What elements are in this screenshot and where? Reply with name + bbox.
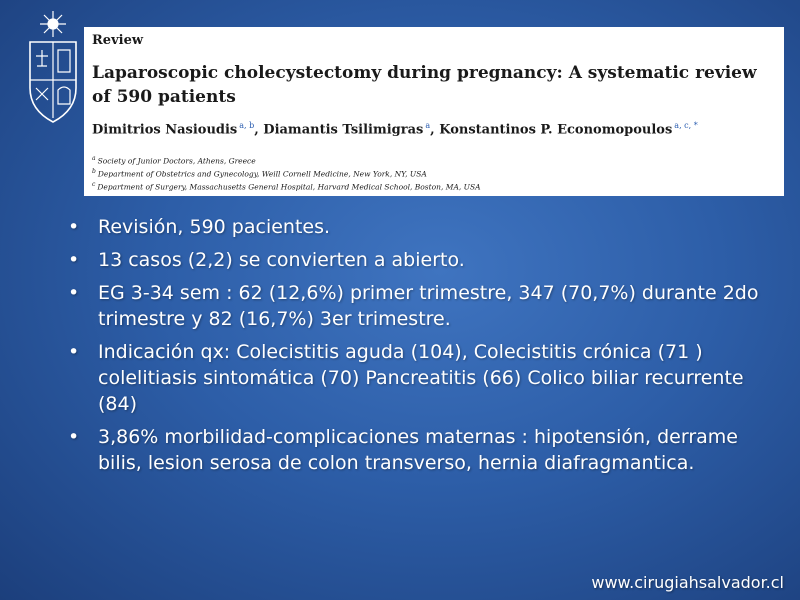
bullet-list [0,214,800,483]
author-name: Dimitrios Nasioudis [92,122,238,138]
affiliation-text: Department of Obstetrics and Gynecology, Weill Cornell Medicine, New York, NY, USA [97,169,427,179]
affiliation [92,168,427,179]
article-title: Laparoscopic cholecystectomy during pregnancy: A systematic review of 590 patients [92,63,757,107]
university-crest-logo [22,10,84,130]
bullet-item [0,339,800,417]
footer-url: www.cirugiahsalvador.cl [591,573,784,592]
paper-header-image [84,27,784,196]
bullet-glyph: • [68,216,80,238]
affiliation [92,155,256,166]
bullet-glyph: • [68,249,80,271]
bullet-text: 13 casos (2,2) se convierten a abierto. [98,249,465,271]
bullet-text: Revisión, 590 pacientes. [98,216,331,238]
author-name: Konstantinos P. Economopoulos [439,122,673,138]
bullet-text: EG 3-34 sem : 62 (12,6%) primer trimestre, 347 (70,7%) durante 2do trimestre y 82 (16,7%) 3er trimestre. [98,282,759,330]
bullet-glyph: • [68,426,80,448]
author-name: Diamantis Tsilimigras [263,122,424,138]
author-sup: a, b [239,121,255,130]
affiliation-text: Society of Junior Doctors, Athens, Greece [97,156,256,166]
bullet-item [0,424,800,476]
affiliation [92,181,481,192]
affiliation-key: c [92,181,96,188]
bullet-text: Indicación qx: Colecistitis aguda (104), Colecistitis crónica (71 ) colelitiasis sintomática (70) Pancreatitis (66) Colico biliar recurrente (84) [98,341,744,415]
bullet-glyph: • [68,341,80,363]
bullet-item [0,247,800,273]
bullet-item [0,280,800,332]
affiliation-text: Department of Surgery, Massachusetts General Hospital, Harvard Medical School, Boston, MA, USA [97,182,481,192]
author-sup: a, c, * [674,121,698,130]
author-list: Dimitrios Nasioudis $^{a, b}$, Diamantis Tsilimigras $^a$, Konstantinos P. Economopoulos $^{a, c, *}$ [92,121,698,138]
affiliation-key: a [92,155,96,162]
bullet-text: 3,86% morbilidad-complicaciones maternas : hipotensión, derrame bilis, lesion serosa de colon transverso, hernia diafragmantica. [98,426,738,474]
bullet-item [0,214,800,240]
author-sup: a [425,121,431,130]
bullet-glyph: • [68,282,80,304]
affiliation-key: b [92,168,96,175]
article-type: Review [92,33,144,48]
